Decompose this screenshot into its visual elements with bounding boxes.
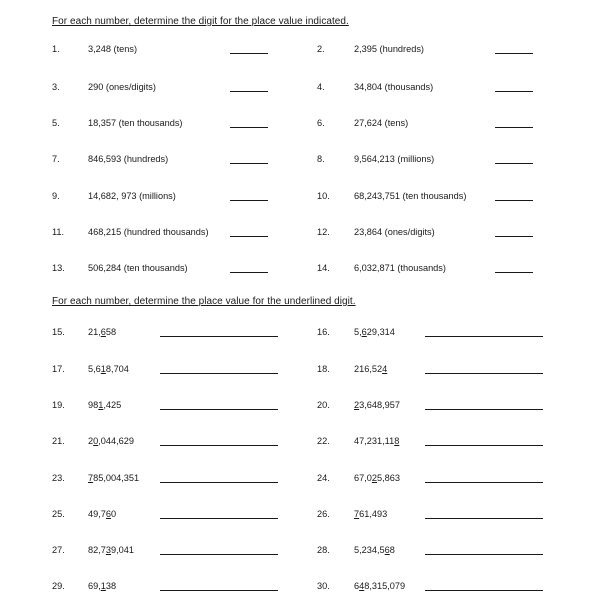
- question-number-value: 69,138: [88, 581, 117, 591]
- question-text: 27,624 (tens): [354, 118, 409, 128]
- question-number: 12.: [317, 227, 330, 237]
- section1-row: [0, 43, 600, 57]
- question-number: 3.: [52, 82, 60, 92]
- answer-blank[interactable]: [495, 163, 533, 164]
- question-number-value: 47,231,118: [354, 436, 400, 446]
- question-number: 8.: [317, 154, 325, 164]
- answer-blank[interactable]: [230, 91, 268, 92]
- answer-blank[interactable]: [495, 236, 533, 237]
- question-number: 17.: [52, 364, 65, 374]
- question-number: 27.: [52, 545, 65, 555]
- answer-blank[interactable]: [230, 127, 268, 128]
- answer-blank[interactable]: [160, 373, 278, 374]
- question-number: 29.: [52, 581, 65, 591]
- underlined-digit: 6: [361, 327, 367, 337]
- question-text: 506,284 (ten thousands): [88, 263, 188, 273]
- answer-blank[interactable]: [160, 336, 278, 337]
- question-text: 34,804 (thousands): [354, 82, 434, 92]
- question-number: 13.: [52, 263, 65, 273]
- section1-row: [0, 117, 600, 131]
- question-number-value: 49,760: [88, 509, 117, 519]
- question-number-value: 67,025,863: [354, 473, 401, 483]
- question-number: 20.: [317, 400, 330, 410]
- question-number-value: 761,493: [354, 509, 388, 519]
- section2-row: [0, 435, 600, 449]
- question-text: 14,682, 973 (millions): [88, 191, 176, 201]
- question-number: 14.: [317, 263, 330, 273]
- underlined-digit: 2: [354, 400, 360, 410]
- question-number-value: 82,739,041: [88, 545, 135, 555]
- question-text: 2,395 (hundreds): [354, 44, 424, 54]
- question-number: 15.: [52, 327, 65, 337]
- question-number: 1.: [52, 44, 60, 54]
- question-number: 18.: [317, 364, 330, 374]
- question-number: 24.: [317, 473, 330, 483]
- underlined-digit: 1: [98, 400, 104, 410]
- question-text: 6,032,871 (thousands): [354, 263, 446, 273]
- question-number: 16.: [317, 327, 330, 337]
- question-number-value: 5,234,568: [354, 545, 395, 555]
- question-number: 22.: [317, 436, 330, 446]
- underlined-digit: 3: [105, 545, 112, 555]
- answer-blank[interactable]: [425, 445, 543, 446]
- section1-row: [0, 81, 600, 95]
- question-number: 4.: [317, 82, 325, 92]
- question-number-value: 23,648,957: [354, 400, 400, 410]
- answer-blank[interactable]: [495, 127, 533, 128]
- answer-blank[interactable]: [230, 53, 268, 54]
- underlined-digit: 0: [93, 436, 99, 446]
- question-number-value: 20,044,629: [88, 436, 135, 446]
- answer-blank[interactable]: [230, 163, 268, 164]
- question-number: 30.: [317, 581, 330, 591]
- question-number: 28.: [317, 545, 330, 555]
- underlined-digit: 6: [105, 509, 112, 519]
- question-number-value: 21,658: [88, 327, 117, 337]
- question-number: 19.: [52, 400, 65, 410]
- answer-blank[interactable]: [160, 482, 278, 483]
- answer-blank[interactable]: [425, 590, 543, 591]
- answer-blank[interactable]: [160, 518, 278, 519]
- question-number-value: 5,618,704: [88, 364, 129, 374]
- underlined-digit: 6: [100, 327, 106, 337]
- underlined-digit: 8: [394, 436, 400, 446]
- underlined-digit: 2: [371, 473, 378, 483]
- underlined-digit: 6: [384, 545, 390, 555]
- answer-blank[interactable]: [160, 445, 278, 446]
- question-text: 846,593 (hundreds): [88, 154, 169, 164]
- section1-instruction: For each number, determine the digit for the place value indicated.: [52, 16, 349, 27]
- section2-instruction: For each number, determine the place value for the underlined digit.: [52, 296, 356, 307]
- answer-blank[interactable]: [425, 482, 543, 483]
- answer-blank[interactable]: [425, 336, 543, 337]
- question-text: 290 (ones/digits): [88, 82, 156, 92]
- section2-row: [0, 472, 600, 486]
- section2-row: [0, 326, 600, 340]
- section1-row: [0, 226, 600, 240]
- section2-row: [0, 544, 600, 558]
- question-text: 3,248 (tens): [88, 44, 138, 54]
- underlined-digit: 7: [354, 509, 360, 519]
- question-number-value: 216,524: [354, 364, 388, 374]
- section2-row: [0, 580, 600, 594]
- section1-row: [0, 153, 600, 167]
- question-number-value: 648,315,079: [354, 581, 406, 591]
- question-number-value: 981,425: [88, 400, 122, 410]
- question-number: 5.: [52, 118, 60, 128]
- question-number-value: 785,004,351: [88, 473, 140, 483]
- question-number: 25.: [52, 509, 65, 519]
- underlined-digit: 1: [100, 581, 106, 591]
- answer-blank[interactable]: [425, 518, 543, 519]
- answer-blank[interactable]: [230, 200, 268, 201]
- answer-blank[interactable]: [425, 409, 543, 410]
- section1-row: [0, 190, 600, 204]
- section2-row: [0, 508, 600, 522]
- answer-blank[interactable]: [230, 272, 268, 273]
- answer-blank[interactable]: [160, 409, 278, 410]
- answer-blank[interactable]: [230, 236, 268, 237]
- question-text: 9,564,213 (millions): [354, 154, 435, 164]
- question-number: 7.: [52, 154, 60, 164]
- question-number: 2.: [317, 44, 325, 54]
- question-text: 468,215 (hundred thousands): [88, 227, 209, 237]
- question-number: 26.: [317, 509, 330, 519]
- question-text: 18,357 (ten thousands): [88, 118, 183, 128]
- section2-row: [0, 363, 600, 377]
- answer-blank[interactable]: [425, 554, 543, 555]
- underlined-digit: 4: [382, 364, 388, 374]
- question-text: 68,243,751 (ten thousands): [354, 191, 467, 201]
- question-number: 10.: [317, 191, 330, 201]
- underlined-digit: 7: [88, 473, 94, 483]
- answer-blank[interactable]: [160, 554, 278, 555]
- section2-row: [0, 399, 600, 413]
- answer-blank[interactable]: [160, 590, 278, 591]
- question-number: 23.: [52, 473, 65, 483]
- question-number: 6.: [317, 118, 325, 128]
- underlined-digit: 4: [359, 581, 365, 591]
- question-number: 21.: [52, 436, 65, 446]
- answer-blank[interactable]: [425, 373, 543, 374]
- underlined-digit: 1: [100, 364, 106, 374]
- answer-blank[interactable]: [495, 272, 533, 273]
- answer-blank[interactable]: [495, 91, 533, 92]
- answer-blank[interactable]: [495, 53, 533, 54]
- answer-blank[interactable]: [495, 200, 533, 201]
- question-number: 11.: [52, 227, 65, 237]
- question-text: 23,864 (ones/digits): [354, 227, 435, 237]
- section1-row: [0, 262, 600, 276]
- question-number-value: 5,629,314: [354, 327, 395, 337]
- question-number: 9.: [52, 191, 60, 201]
